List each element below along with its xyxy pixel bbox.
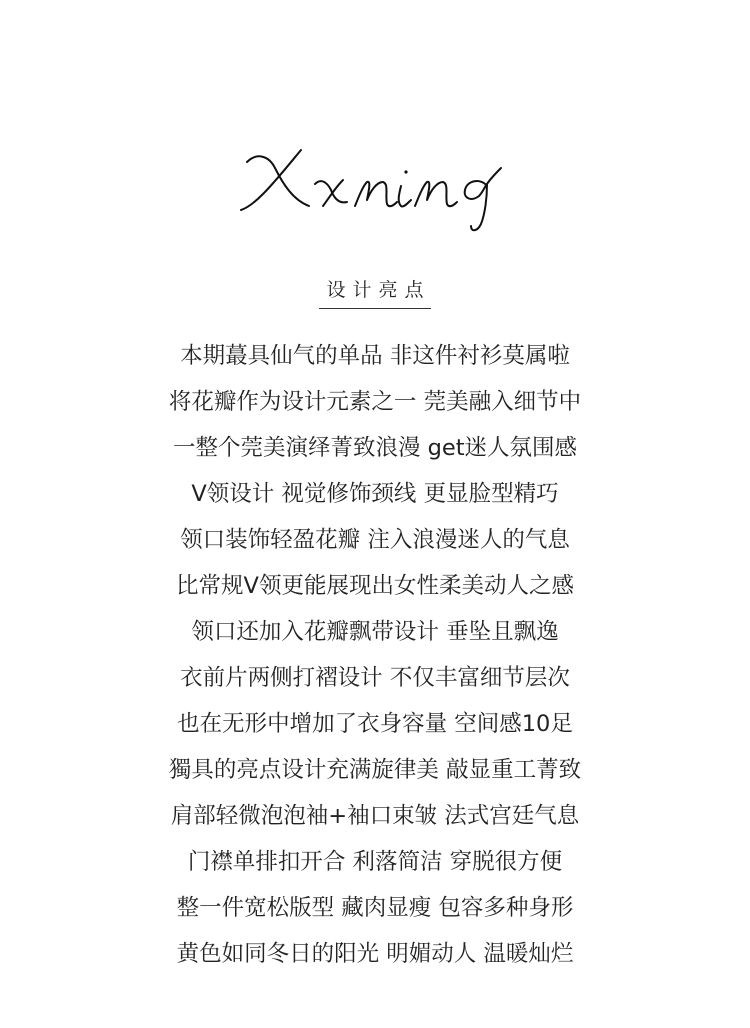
section-title [0, 275, 750, 309]
description-line: 整一件宽松版型 藏肉显瘦 包容多种身形 [176, 895, 574, 921]
description-line: 比常规V领更能展现出女性柔美动人之感 [176, 573, 574, 599]
brand-logo-script [235, 128, 515, 238]
description-line: 衣前片两侧打褶设计 不仅丰富细节层次 [180, 665, 570, 691]
description-line: 门襟单排扣开合 利落简洁 穿脱很方便 [187, 849, 563, 875]
description-line: V领设计 视觉修饰颈线 更显脸型精巧 [191, 481, 559, 507]
section-title-text: 设计亮点 [319, 275, 430, 309]
description-line: 本期蕞具仙气的单品 非这件衬衫莫属啦 [180, 343, 570, 369]
description-list [0, 336, 750, 980]
description-line: 领口还加入花瓣飘带设计 垂坠且飘逸 [191, 619, 559, 645]
description-line: 黄色如同冬日的阳光 明媚动人 温暖灿烂 [176, 941, 574, 967]
description-line: 肩部轻微泡泡袖+袖口束皱 法式宫廷气息 [170, 803, 580, 829]
description-line: 也在无形中增加了衣身容量 空间感10足 [177, 711, 573, 737]
description-line: 领口装饰轻盈花瓣 注入浪漫迷人的气息 [180, 527, 570, 553]
description-line: 将花瓣作为设计元素之一 莞美融入细节中 [168, 389, 582, 415]
brand-logo [0, 128, 750, 238]
description-line: 獨具的亮点设计充满旋律美 敲显重工菁致 [168, 757, 582, 783]
description-line: 一整个莞美演绎菁致浪漫 get迷人氛围感 [172, 435, 578, 461]
